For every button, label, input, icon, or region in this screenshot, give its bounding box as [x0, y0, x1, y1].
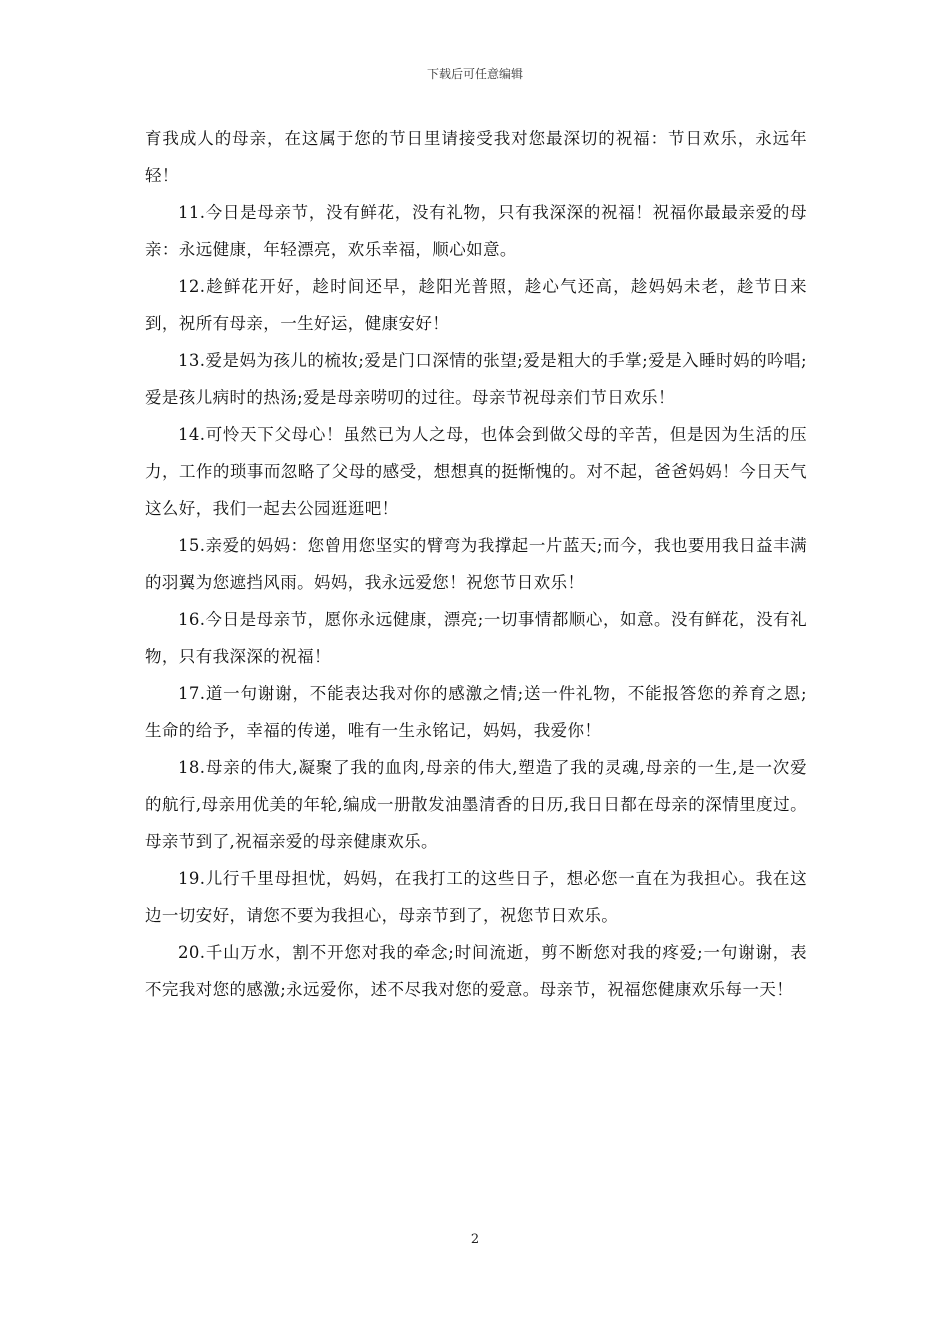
paragraph-item-17: 17.道一句谢谢，不能表达我对你的感激之情;送一件礼物，不能报答您的养育之恩;生命的给予，幸福的传递，唯有一生永铭记，妈妈，我爱你！	[145, 684, 807, 740]
paragraph-item-15: 15.亲爱的妈妈：您曾用您坚实的臂弯为我撑起一片蓝天;而今，我也要用我日益丰满的羽翼为您遮挡风雨。妈妈，我永远爱您！祝您节日欢乐！	[145, 536, 807, 592]
paragraph-item-12: 12.趁鲜花开好，趁时间还早，趁阳光普照，趁心气还高，趁妈妈未老，趁节日来到，祝所有母亲，一生好运，健康安好！	[145, 277, 807, 333]
document-body	[145, 120, 807, 1008]
page-header: 下载后可任意编辑	[426, 67, 523, 81]
paragraph-item-13: 13.爱是妈为孩儿的梳妆;爱是门口深情的张望;爱是粗大的手掌;爱是入睡时妈的吟唱;爱是孩儿病时的热汤;爱是母亲唠叨的过往。母亲节祝母亲们节日欢乐！	[145, 351, 807, 407]
paragraph-item-14: 14.可怜天下父母心！虽然已为人之母，也体会到做父母的辛苦，但是因为生活的压力，工作的琐事而忽略了父母的感受，想想真的挺惭愧的。对不起，爸爸妈妈！今日天气这么好，我们一起去公园逛逛吧！	[145, 425, 807, 518]
paragraph-item-16: 16.今日是母亲节，愿你永远健康，漂亮;一切事情都顺心，如意。没有鲜花，没有礼物，只有我深深的祝福！	[145, 610, 807, 666]
paragraph-item-11: 11.今日是母亲节，没有鲜花，没有礼物，只有我深深的祝福！祝福你最最亲爱的母亲：永远健康，年轻漂亮，欢乐幸福，顺心如意。	[145, 203, 807, 259]
page-number: 2	[470, 1232, 480, 1247]
paragraph-item-20: 20.千山万水，割不开您对我的牵念;时间流逝，剪不断您对我的疼爱;一句谢谢，表不完我对您的感激;永远爱你，述不尽我对您的爱意。母亲节，祝福您健康欢乐每一天！	[145, 943, 807, 999]
paragraph-continuation: 育我成人的母亲，在这属于您的节日里请接受我对您最深切的祝福：节日欢乐，永远年轻！	[145, 129, 807, 185]
paragraph-item-18: 18.母亲的伟大,凝聚了我的血肉,母亲的伟大,塑造了我的灵魂,母亲的一生,是一次爱的航行,母亲用优美的年轮,编成一册散发油墨清香的日历,我日日都在母亲的深情里度过。母亲节到了,祝福亲爱的母亲健康欢乐。	[145, 758, 807, 851]
paragraph-item-19: 19.儿行千里母担忧，妈妈，在我打工的这些日子，想必您一直在为我担心。我在这边一切安好，请您不要为我担心，母亲节到了，祝您节日欢乐。	[145, 869, 807, 925]
